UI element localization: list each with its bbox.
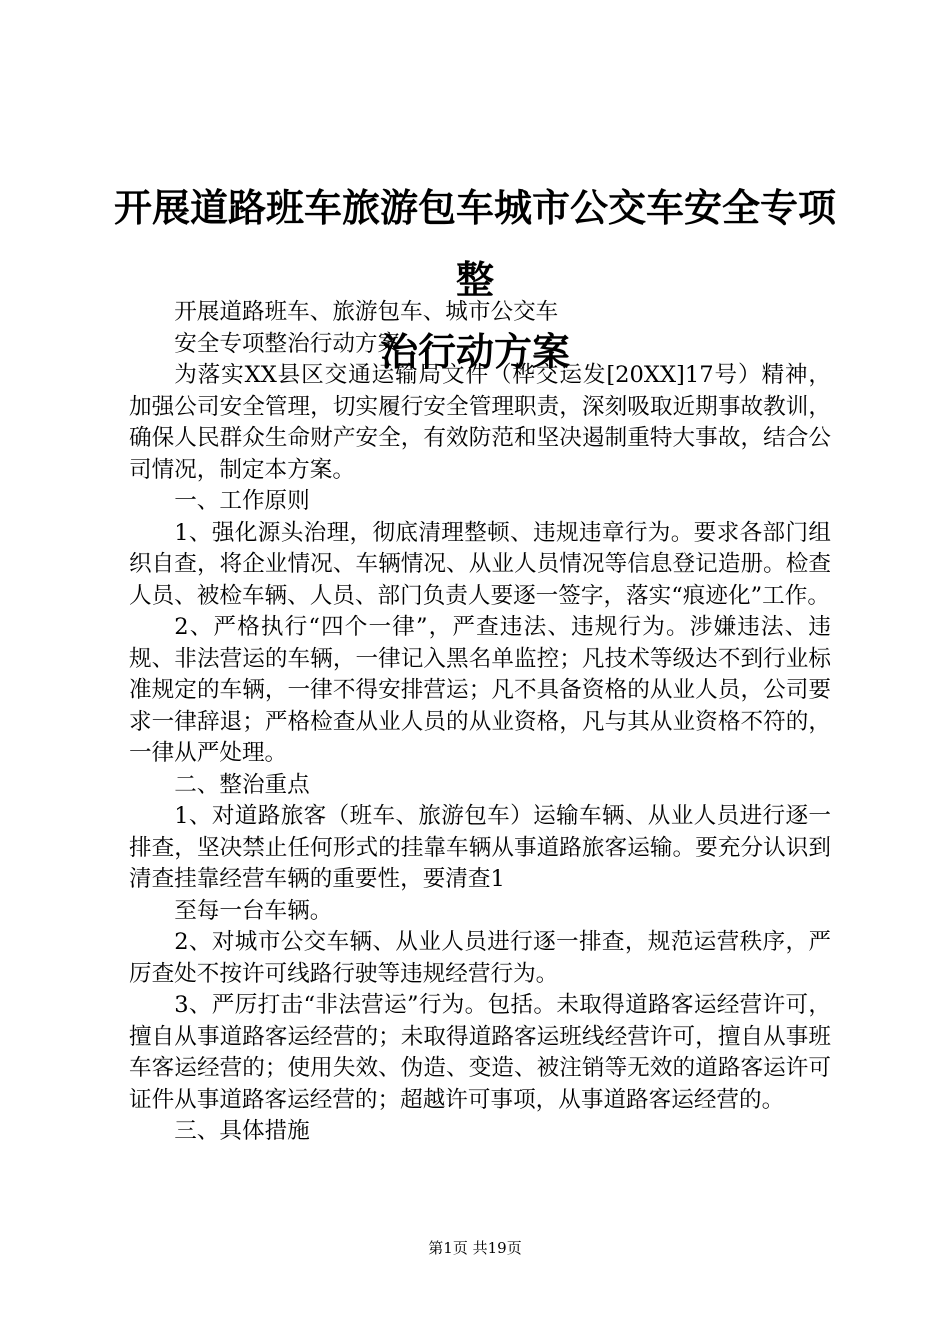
- focus-1-continuation: 至每一台车辆。: [174, 897, 333, 924]
- page-footer: 第1页 共19页: [428, 1239, 522, 1257]
- section-heading-measures: 三、具体措施: [174, 1118, 310, 1144]
- principle-1-paragraph: 1、强化源头治理，彻底清理整顿、违规违章行为。要求各部门组织自查，将企业情况、车辆情况、从业人员情况等信息登记造册。检查人员、被检车辆、人员、部门负责人要逐一签字，落实“痕迹化”工作。: [129, 519, 831, 609]
- title-line-2: 治行动方案: [379, 330, 570, 374]
- focus-3-paragraph: 3、严厉打击“非法营运”行为。包括。未取得道路客运经营许可，擅自从事道路客运经营的；未取得道路客运班线经营许可，擅自从事班车客运经营的；使用失效、伪造、变造、被注销等无效的道路客运许可证件从事道路客运经营的；超越许可事项，从事道路客运经营的。: [129, 992, 831, 1113]
- intro-paragraph: 为落实XX县区交通运输局文件（桦交运发[20XX]17号）精神，加强公司安全管理，切实履行安全管理职责，深刻吸取近期事故教训，确保人民群众生命财产安全，有效防范和坚决遏制重特大事故，结合公司情况，制定本方案。: [129, 362, 831, 483]
- subtitle-line-1: 开展道路班车、旅游包车、城市公交车: [174, 299, 559, 325]
- title-line-1: 开展道路班车旅游包车城市公交车安全专项整: [113, 186, 836, 302]
- subtitle-line-2: 安全专项整治行动方案: [174, 330, 401, 357]
- document-body: [129, 297, 831, 1148]
- principle-2-paragraph: 2、严格执行“四个一律”，严查违法、违规行为。涉嫌违法、违规、非法营运的车辆，一律记入黑名单监控；凡技术等级达不到行业标准规定的车辆，一律不得安排营运；凡不具备资格的从业人员，公司要求一律辞退；严格检查从业人员的从业资格，凡与其从业资格不符的，一律从严处理。: [129, 614, 831, 766]
- section-heading-focus: 二、整治重点: [174, 771, 310, 798]
- section-heading-principles: 一、工作原则: [174, 488, 310, 514]
- focus-2-paragraph: 2、对城市公交车辆、从业人员进行逐一排查，规范运营秩序，严厉查处不按许可线路行驶等违规经营行为。: [129, 929, 831, 987]
- focus-1-paragraph: 1、对道路旅客（班车、旅游包车）运输车辆、从业人员进行逐一排查，坚决禁止任何形式的挂靠车辆从事道路旅客运输。要充分认识到清查挂靠经营车辆的重要性，要清查1: [129, 803, 831, 892]
